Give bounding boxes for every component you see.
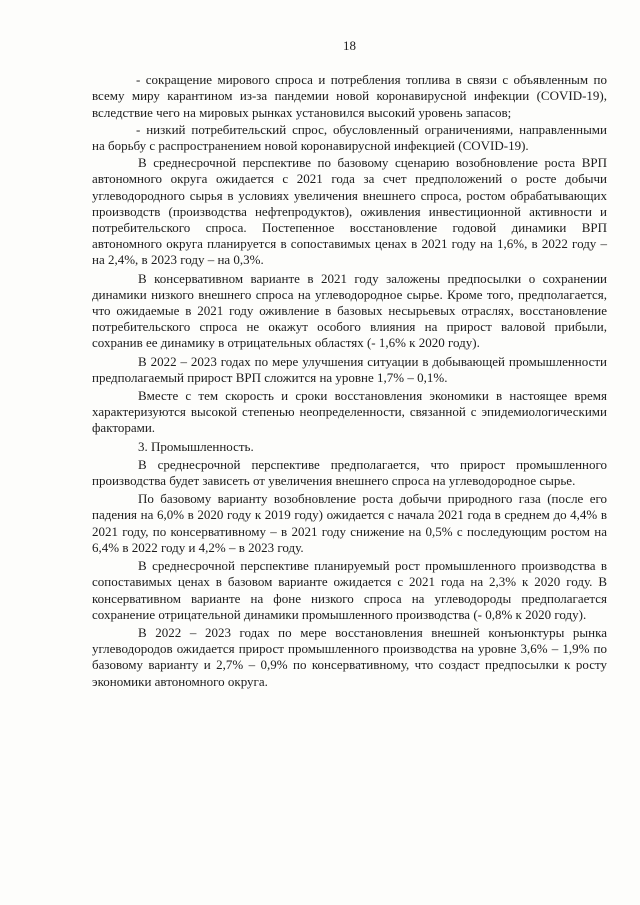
section-heading-industry: 3. Промышленность. <box>138 438 254 454</box>
bullet-paragraph-fuel-demand: - сокращение мирового спроса и потребления топлива в связи с объявленным по всему миру карантином из-за пандемии новой коронавирусной инфекции (COVID-19), вследствие чего на мировых рынках установился высокий уровень запасов; <box>92 72 607 120</box>
paragraph-uncertainty: Вместе с тем скорость и сроки восстановления экономики в настоящее время характеризуются высокой степенью неопределенности, связанной с эпидемиологическими факторами. <box>92 388 607 436</box>
page-number: 18 <box>343 38 356 53</box>
document-page <box>92 38 607 858</box>
paragraph-industry-2022-2023: В 2022 – 2023 годах по мере восстановления внешней конъюнктуры рынка углеводородов ожидается прирост промышленного производства на уровне 3,6% – 1,9% по базовому варианту и 2,7% – 0,9% по консервативному, что создаст предпосылки к росту экономики автономного округа. <box>92 624 607 689</box>
paragraph-industry-outlook: В среднесрочной перспективе предполагается, что прирост промышленного производства будет зависеть от увеличения внешнего спроса на углеводородное сырье. <box>92 456 607 489</box>
paragraph-base-scenario: В среднесрочной перспективе по базовому сценарию возобновление роста ВРП автономного округа ожидается с 2021 года за счет предположений о росте добычи углеводородного сырья в условиях увеличения внешнего спроса, ростом обрабатывающих производств (производства нефтепродуктов), оживления инвестиционной активности и потребительского спроса. Постепенное восстановление годовой динамики ВРП автономного округа планируется в сопоставимых ценах в 2021 году на 1,6%, в 2022 году – на 2,4%, в 2023 году – на 0,3%. <box>92 155 607 268</box>
paragraph-conservative-scenario: В консервативном варианте в 2021 году заложены предпосылки о сохранении динамики низкого внешнего спроса на углеводородное сырье. Кроме того, предполагается, что ожидаемые в 2021 году оживление в базовых несырьевых отраслях, восстановление потребительского спроса не окажут особого влияния на прирост валовой прибыли, сохранив ее динамику в отрицательных областях (- 1,6% к 2020 году). <box>92 270 607 351</box>
paragraph-grp-2022-2023: В 2022 – 2023 годах по мере улучшения ситуации в добывающей промышленности предполагаемый прирост ВРП сложится на уровне 1,7% – 0,1%. <box>92 353 607 385</box>
bullet-paragraph-consumer-demand: - низкий потребительский спрос, обусловленный ограничениями, направленными на борьбу с распространением новой коронавирусной инфекцией (COVID-19). <box>92 121 607 154</box>
paragraph-gas-production: По базовому варианту возобновление роста добычи природного газа (после его падения на 6,0% в 2020 году к 2019 году) ожидается с начала 2021 года в среднем до 4,4% в 2021 году, по консервативному – в 2021 году снижение на 0,5% с последующим ростом на 6,4% в 2022 году и 4,2% – в 2023 году. <box>92 491 607 555</box>
paragraph-industrial-growth: В среднесрочной перспективе планируемый рост промышленного производства в сопоставимых ценах в базовом варианте ожидается с 2021 года на 2,3% к 2020 году. В консервативном варианте на фоне низкого спроса на углеводороды предполагается сохранение отрицательной динамики промышленного производства (- 0,8% к 2020 году). <box>92 558 607 622</box>
